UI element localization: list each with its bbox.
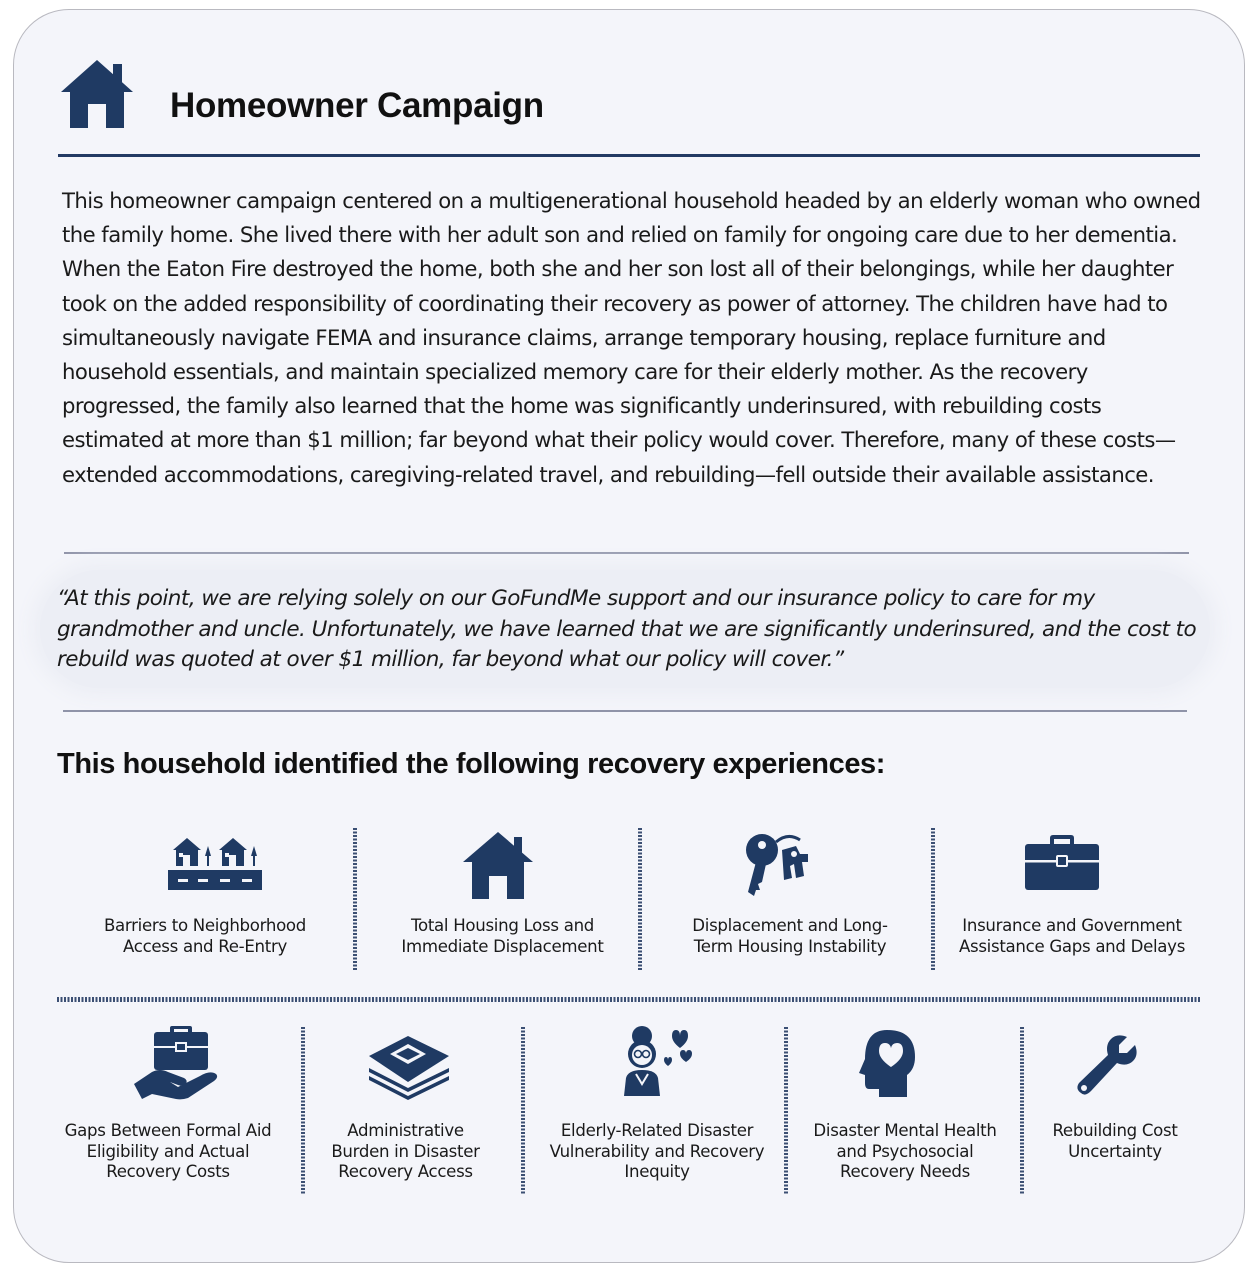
experience-label: Rebuilding Cost Uncertainty bbox=[1052, 1121, 1178, 1161]
experience-label: Barriers to Neighborhood Access and Re-Entry bbox=[103, 916, 307, 956]
experience-label: Total Housing Loss and Immediate Displacement bbox=[401, 916, 604, 956]
neighborhood-icon bbox=[168, 834, 262, 892]
elderly-person-hearts-icon bbox=[620, 1024, 696, 1098]
experience-label: Elderly-Related Disaster Vulnerability and Recovery Inequity bbox=[549, 1121, 765, 1181]
column-divider bbox=[353, 828, 357, 971]
column-divider bbox=[301, 1027, 305, 1194]
briefcase-icon bbox=[1024, 834, 1100, 892]
document-stack-icon bbox=[368, 1032, 450, 1100]
column-divider bbox=[784, 1027, 788, 1194]
quote-divider-bottom bbox=[63, 710, 1187, 712]
experience-label: Administrative Burden in Disaster Recovery Access bbox=[331, 1121, 480, 1181]
experiences-heading: This household identified the following recovery experiences: bbox=[57, 748, 886, 780]
column-divider bbox=[638, 828, 642, 971]
wrench-icon bbox=[1073, 1033, 1139, 1099]
column-divider bbox=[521, 1027, 525, 1194]
hand-briefcase-icon bbox=[132, 1026, 220, 1100]
head-heart-icon bbox=[857, 1029, 917, 1099]
column-divider bbox=[1020, 1027, 1024, 1194]
experience-label: Gaps Between Formal Aid Eligibility and Actual Recovery Costs bbox=[64, 1121, 272, 1181]
house-icon bbox=[462, 830, 534, 900]
quote-divider-top bbox=[64, 552, 1189, 554]
title-divider bbox=[58, 154, 1200, 157]
row-divider bbox=[57, 997, 1200, 1002]
house-icon bbox=[60, 58, 134, 130]
experience-label: Displacement and Long-Term Housing Instability bbox=[692, 916, 888, 956]
experience-label: Insurance and Government Assistance Gaps and Delays bbox=[958, 916, 1186, 956]
keys-icon bbox=[744, 832, 812, 898]
experience-label: Disaster Mental Health and Psychosocial Recovery Needs bbox=[813, 1121, 997, 1181]
testimonial-quote: “At this point, we are relying solely on our GoFundMe support and our insurance policy to care for my grandmother and uncle. Unfortunately, we have learned that we are significantly underinsured, and the cost to rebuild was quoted at over $1 million, far beyond what our policy will cover.” bbox=[57, 586, 1197, 673]
narrative-paragraph: This homeowner campaign centered on a multigenerational household headed by an elderly woman who owned the family home. She lived there with her adult son and relied on family for ongoing care due to her dementia. When the Eaton Fire destroyed the home, both she and her son lost all of their belongings, while her daughter took on the added responsibility of coordinating their recovery as power of attorney. The children have had to simultaneously navigate FEMA and insurance claims, arrange temporary housing, replace furniture and household essentials, and maintain specialized memory care for their elderly mother. As the recovery progressed, the family also learned that the home was significantly underinsured, with rebuilding costs estimated at more than $1 million; far beyond what their policy would cover. Therefore, many of these costs—extended accommodations, caregiving-related travel, and rebuilding—fell outside their available assistance. bbox=[62, 188, 1201, 487]
page-title: Homeowner Campaign bbox=[170, 86, 544, 125]
column-divider bbox=[931, 828, 935, 971]
